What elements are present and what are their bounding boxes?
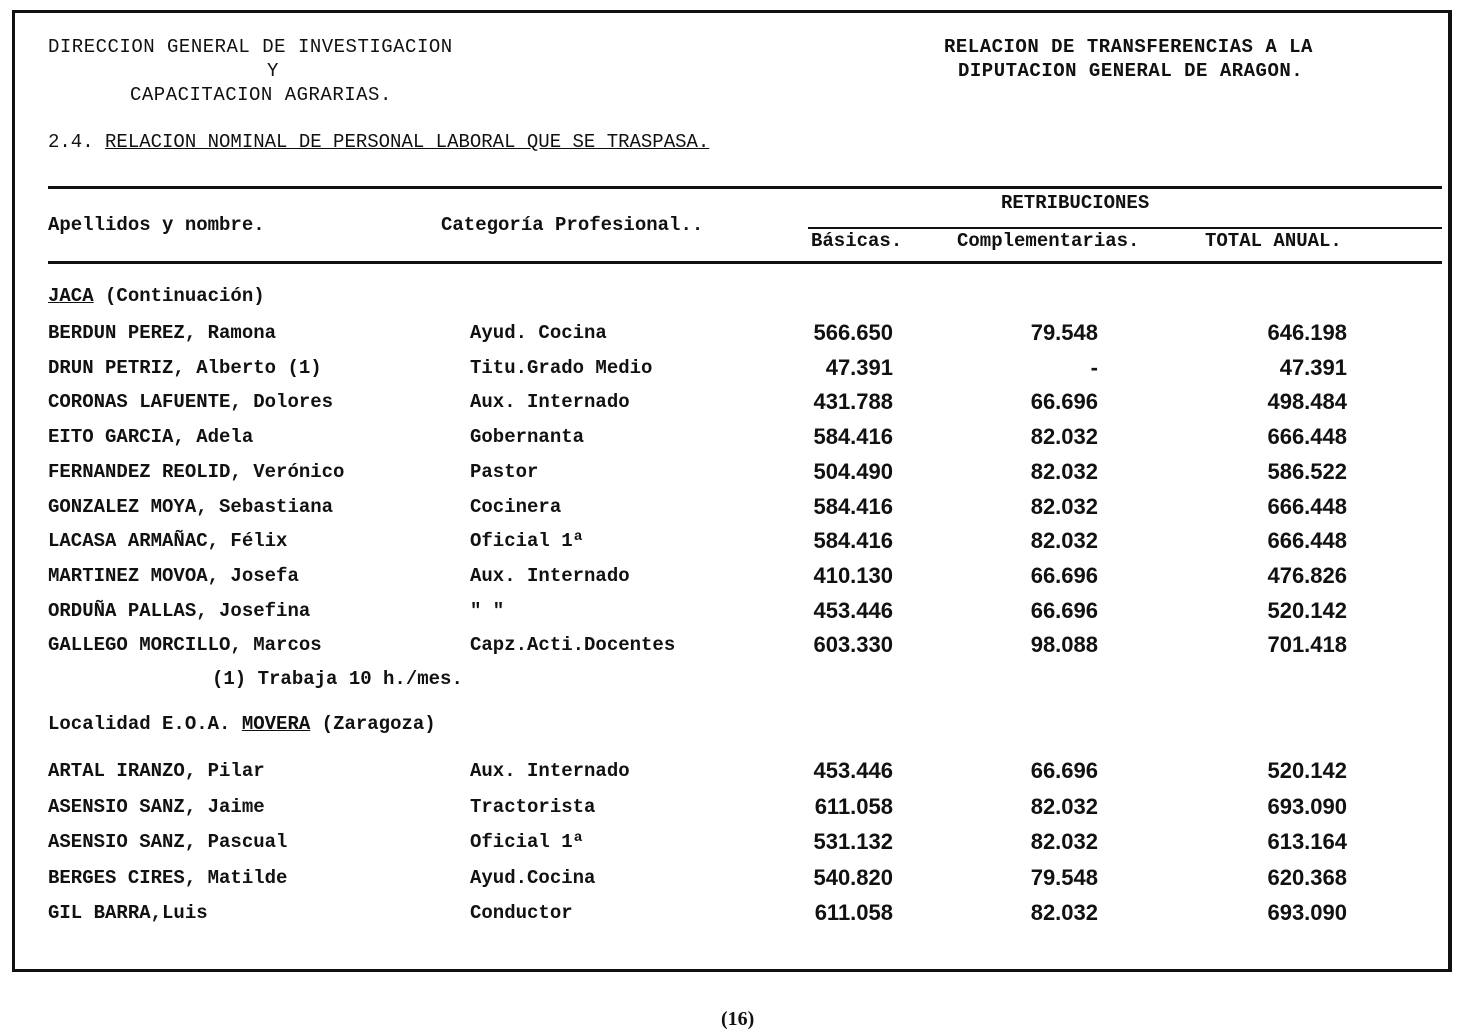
group-place: MOVERA <box>241 713 311 735</box>
cell-complementarias: 66.696 <box>1030 562 1098 588</box>
table-row <box>0 355 1465 389</box>
table-top-rule <box>48 186 1442 189</box>
footnote: (1) Trabaja 10 h./mes. <box>212 668 463 690</box>
cell-basicas: 453.446 <box>813 597 893 623</box>
col-header-name: Apellidos y nombre. <box>48 214 265 236</box>
cell-basicas: 566.650 <box>813 320 893 345</box>
table-row <box>0 494 1465 528</box>
cell-basicas: 47.391 <box>825 354 893 380</box>
cell-total: 498.484 <box>1267 389 1347 415</box>
section-heading <box>48 131 709 153</box>
cell-total: 646.198 <box>1267 320 1347 345</box>
cell-name: GALLEGO MORCILLO, Marcos <box>48 634 322 657</box>
section-number: 2.4. <box>48 131 94 153</box>
cell-complementarias: 98.088 <box>1030 632 1098 658</box>
table-row <box>0 459 1465 493</box>
cell-name: BERDUN PEREZ, Ramona <box>48 322 277 344</box>
group-place: JACA <box>48 285 94 307</box>
cell-total: 47.391 <box>1279 354 1347 380</box>
cell-complementarias: 82.032 <box>1030 458 1098 484</box>
cell-total: 693.090 <box>1267 900 1347 925</box>
cell-total: 586.522 <box>1267 458 1347 484</box>
group-title-jaca <box>48 285 265 307</box>
col-header-category: Categoría Profesional.. <box>441 214 704 236</box>
cell-name: MARTINEZ MOVOA, Josefa <box>48 564 299 587</box>
table-row <box>0 865 1465 899</box>
group-title-movera <box>48 713 436 735</box>
cell-name: LACASA ARMAÑAC, Félix <box>48 530 288 553</box>
cell-category: Oficial 1ª <box>470 831 585 853</box>
cell-category: Conductor <box>470 902 573 924</box>
cell-total: 476.826 <box>1267 562 1347 588</box>
table-row <box>0 320 1465 354</box>
cell-total: 620.368 <box>1267 864 1347 890</box>
table-row <box>0 598 1465 632</box>
cell-category: Pastor <box>470 460 539 483</box>
section-title: RELACION NOMINAL DE PERSONAL LABORAL QUE SE TRASPASA. <box>105 131 710 153</box>
cell-complementarias: 66.696 <box>1030 597 1098 623</box>
cell-basicas: 603.330 <box>813 632 893 658</box>
cell-total: 666.448 <box>1267 493 1347 519</box>
cell-total: 613.164 <box>1267 829 1347 854</box>
cell-total: 666.448 <box>1267 424 1347 450</box>
cell-category: Gobernanta <box>470 426 585 449</box>
cell-complementarias: - <box>1090 354 1098 380</box>
header-left-line2: Y <box>267 60 279 82</box>
group-suffix: (Zaragoza) <box>310 713 436 735</box>
cell-basicas: 531.132 <box>813 829 893 854</box>
cell-total: 666.448 <box>1267 528 1347 554</box>
cell-complementarias: 82.032 <box>1030 528 1098 554</box>
col-header-complementarias: Complementarias. <box>957 230 1140 252</box>
header-left-line1: DIRECCION GENERAL DE INVESTIGACION <box>48 36 453 58</box>
cell-basicas: 611.058 <box>814 900 893 925</box>
table-row <box>0 563 1465 597</box>
table-row <box>0 900 1465 934</box>
table-row <box>0 829 1465 863</box>
cell-name: GIL BARRA,Luis <box>48 902 208 924</box>
cell-total: 693.090 <box>1267 793 1347 819</box>
header-right-line2: DIPUTACION GENERAL DE ARAGON. <box>958 60 1304 82</box>
cell-category: Aux. Internado <box>470 760 630 782</box>
cell-complementarias: 79.548 <box>1030 320 1098 345</box>
cell-category: Cocinera <box>470 495 562 518</box>
cell-basicas: 584.416 <box>813 528 893 554</box>
cell-category: Ayud.Cocina <box>470 866 596 889</box>
header-left-line3: CAPACITACION AGRARIAS. <box>130 84 392 106</box>
table-row <box>0 424 1465 458</box>
header-right-line1: RELACION DE TRANSFERENCIAS A LA <box>944 36 1313 58</box>
cell-category: Titu.Grado Medio <box>470 356 653 379</box>
cell-complementarias: 82.032 <box>1030 493 1098 519</box>
cell-category: Capz.Acti.Docentes <box>470 634 676 657</box>
cell-complementarias: 82.032 <box>1030 829 1098 854</box>
cell-name: BERGES CIRES, Matilde <box>48 866 288 889</box>
table-row <box>0 632 1465 666</box>
cell-total: 701.418 <box>1267 632 1347 658</box>
cell-complementarias: 79.548 <box>1030 864 1098 890</box>
cell-name: GONZALEZ MOYA, Sebastiana <box>48 495 334 518</box>
cell-name: ORDUÑA PALLAS, Josefina <box>48 599 311 622</box>
page-number: (16) <box>721 1008 755 1030</box>
cell-category: Ayud. Cocina <box>470 322 607 344</box>
cell-complementarias: 82.032 <box>1030 900 1098 925</box>
cell-total: 520.142 <box>1267 758 1347 783</box>
cell-category: Tractorista <box>470 795 596 818</box>
cell-name: DRUN PETRIZ, Alberto (1) <box>48 356 322 379</box>
group-suffix: (Continuación) <box>93 285 265 307</box>
cell-complementarias: 82.032 <box>1030 793 1098 819</box>
table-row <box>0 389 1465 423</box>
cell-complementarias: 66.696 <box>1030 389 1098 415</box>
table-row <box>0 758 1465 792</box>
group-prefix: Localidad E.O.A. <box>48 713 242 735</box>
cell-name: ASENSIO SANZ, Pascual <box>48 831 288 853</box>
cell-basicas: 584.416 <box>813 493 893 519</box>
cell-complementarias: 82.032 <box>1030 424 1098 450</box>
cell-basicas: 410.130 <box>813 562 893 588</box>
cell-basicas: 584.416 <box>813 424 893 450</box>
col-header-total: TOTAL ANUAL. <box>1205 230 1342 252</box>
cell-name: EITO GARCIA, Adela <box>48 426 254 449</box>
cell-name: ARTAL IRANZO, Pilar <box>48 760 265 782</box>
cell-basicas: 540.820 <box>813 864 893 890</box>
table-row <box>0 794 1465 828</box>
cell-basicas: 453.446 <box>813 758 893 783</box>
table-row <box>0 528 1465 562</box>
col-header-basicas: Básicas. <box>811 230 903 252</box>
cell-basicas: 611.058 <box>814 793 893 819</box>
cell-name: FERNANDEZ REOLID, Verónico <box>48 460 345 483</box>
cell-category: Aux. Internado <box>470 391 630 414</box>
cell-total: 520.142 <box>1267 597 1347 623</box>
cell-basicas: 431.788 <box>813 389 893 415</box>
cell-category: Aux. Internado <box>470 564 630 587</box>
cell-complementarias: 66.696 <box>1030 758 1098 783</box>
cell-name: CORONAS LAFUENTE, Dolores <box>48 391 334 414</box>
retribuciones-rule <box>808 227 1442 229</box>
header-bottom-rule <box>48 261 1442 264</box>
cell-basicas: 504.490 <box>813 458 893 484</box>
cell-category: Oficial 1ª <box>470 530 585 553</box>
col-header-retribuciones: RETRIBUCIONES <box>1001 192 1150 214</box>
cell-category: " " <box>470 599 505 622</box>
cell-name: ASENSIO SANZ, Jaime <box>48 795 265 818</box>
